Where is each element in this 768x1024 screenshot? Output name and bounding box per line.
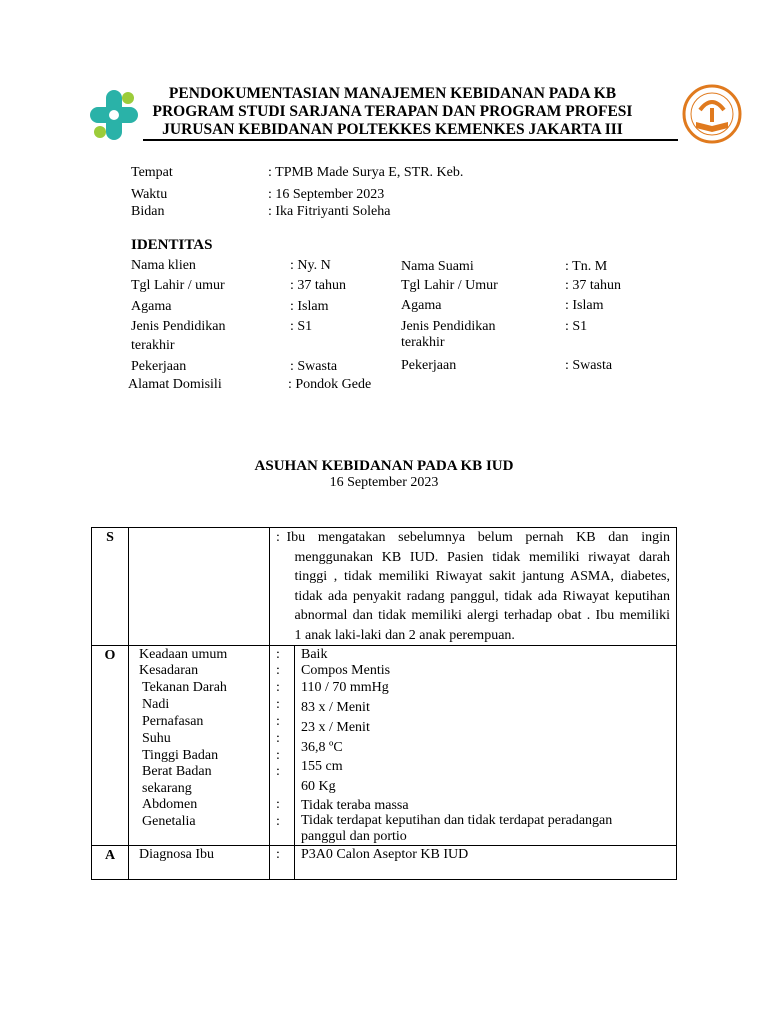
o-value-genetalia-2: panggul dan portio — [301, 829, 407, 844]
o-value-genetalia: Tidak terdapat keputihan dan tidak terdapat peradangan — [301, 813, 613, 828]
poltekkes-logo — [682, 84, 742, 144]
soap-s-text-cell — [286, 528, 677, 646]
o-label-tekanan-darah: Tekanan Darah — [142, 680, 227, 695]
o-value-tinggi-badan: 155 cm — [301, 759, 343, 774]
suami-label-pendidikan: Jenis Pendidikan — [401, 319, 496, 334]
klien-value-pekerjaan: : Swasta — [290, 359, 338, 374]
o-colon: : — [276, 814, 280, 829]
suami-label-tgl-lahir: Tgl Lahir / Umur — [401, 278, 498, 293]
klien-value-nama: : Ny. N — [290, 258, 331, 273]
soap-row-s — [92, 528, 677, 646]
soap-letter-o: O — [92, 646, 129, 846]
o-value-tekanan-darah: 110 / 70 mmHg — [301, 680, 389, 695]
header-line-3: JURUSAN KEBIDANAN POLTEKKES KEMENKES JAKARTA III — [162, 121, 623, 138]
klien-label-pekerjaan: Pekerjaan — [131, 359, 187, 374]
soap-s-line-4: tidak ada penyakit radang panggul, tidak ada Riwayat keputihan — [294, 588, 670, 604]
soap-s-label-cell — [129, 528, 270, 646]
klien-label-agama: Agama — [131, 299, 172, 314]
soap-s-line-1: Ibu mengatakan sebelumnya belum pernah KB dan ingin — [286, 530, 670, 545]
o-value-suhu: 36,8 ºC — [301, 740, 343, 755]
o-value-berat-badan: 60 Kg — [301, 779, 336, 794]
suami-label-pendidikan-2: terakhir — [401, 335, 445, 350]
soap-o-values — [295, 646, 677, 846]
header-line-2: PROGRAM STUDI SARJANA TERAPAN DAN PROGRAM PROFESI — [152, 103, 633, 120]
asuhan-date: 16 September 2023 — [329, 475, 439, 490]
soap-letter-s: S — [92, 528, 129, 646]
klien-label-nama: Nama klien — [131, 258, 196, 273]
soap-s-line-3: tinggi , tidak memiliki Riwayat sakit jantung ASMA, diabetes, — [294, 569, 670, 584]
o-label-berat-badan: Berat Badan — [142, 764, 212, 779]
soap-row-a — [92, 846, 677, 880]
suami-value-nama: : Tn. M — [565, 259, 608, 274]
a-label: Diagnosa Ibu — [129, 846, 270, 880]
suami-label-agama: Agama — [401, 298, 442, 313]
o-value-pernafasan: 23 x / Menit — [301, 720, 370, 735]
o-colon: : — [276, 731, 280, 746]
identitas-title: IDENTITAS — [131, 237, 213, 253]
o-label-tinggi-badan: Tinggi Badan — [142, 748, 219, 763]
o-value-keadaan-umum: Baik — [301, 647, 328, 662]
klien-value-alamat: : Pondok Gede — [288, 377, 372, 392]
header-line-1: PENDOKUMENTASIAN MANAJEMEN KEBIDANAN PADA KB — [168, 85, 617, 102]
o-label-kesadaran: Kesadaran — [139, 663, 199, 678]
o-colon: : — [276, 697, 280, 712]
o-label-nadi: Nadi — [142, 697, 170, 712]
soap-s-colon: : — [276, 530, 280, 545]
o-value-kesadaran: Compos Mentis — [301, 663, 391, 678]
a-colon: : — [270, 846, 295, 880]
soap-s-line-5: abnormal dan tidak memiliki alergi terhadap obat . Ibu memiliki — [294, 608, 670, 623]
soap-s-line-2: menggunakan KB IUD. Pasien tidak memiliki riwayat darah — [294, 549, 670, 565]
o-colon: : — [276, 748, 280, 763]
suami-value-agama: : Islam — [565, 298, 604, 313]
info-value-tempat: : TPMB Made Surya E, STR. Keb. — [268, 165, 464, 180]
info-value-waktu: : 16 September 2023 — [268, 187, 385, 202]
o-value-nadi: 83 x / Menit — [301, 700, 370, 715]
o-colon: : — [276, 764, 280, 779]
o-label-sekarang: sekarang — [142, 781, 192, 796]
info-label-waktu: Waktu — [131, 187, 168, 202]
soap-o-colons — [270, 646, 295, 846]
info-value-bidan: : Ika Fitriyanti Soleha — [268, 204, 391, 219]
klien-value-tgl-lahir: : 37 tahun — [290, 278, 346, 293]
asuhan-title: ASUHAN KEBIDANAN PADA KB IUD — [254, 458, 514, 474]
o-colon: : — [276, 714, 280, 729]
soap-letter-a: A — [92, 846, 129, 880]
o-colon: : — [276, 797, 280, 812]
klien-label-pendidikan: Jenis Pendidikan — [131, 319, 226, 334]
o-label-suhu: Suhu — [142, 731, 171, 746]
info-label-bidan: Bidan — [131, 204, 165, 219]
a-value: P3A0 Calon Aseptor KB IUD — [295, 846, 677, 880]
soap-o-labels — [129, 646, 270, 846]
klien-value-agama: : Islam — [290, 299, 329, 314]
suami-value-pendidikan: : S1 — [565, 319, 588, 334]
klien-label-alamat: Alamat Domisili — [128, 377, 222, 392]
klien-label-pendidikan-2: terakhir — [131, 338, 175, 353]
o-label-keadaan-umum: Keadaan umum — [139, 647, 228, 662]
suami-value-tgl-lahir: : 37 tahun — [565, 278, 621, 293]
klien-value-pendidikan: : S1 — [290, 319, 313, 334]
soap-row-o — [92, 646, 677, 846]
o-label-pernafasan: Pernafasan — [142, 714, 204, 729]
suami-label-pekerjaan: Pekerjaan — [401, 358, 457, 373]
header-divider — [143, 139, 678, 141]
suami-value-pekerjaan: : Swasta — [565, 358, 613, 373]
o-label-abdomen: Abdomen — [142, 797, 198, 812]
klien-label-tgl-lahir: Tgl Lahir / umur — [131, 278, 225, 293]
soap-s-line-6: 1 anak laki-laki dan 2 anak perempuan. — [294, 627, 515, 643]
suami-label-nama: Nama Suami — [401, 259, 474, 274]
soap-table — [91, 527, 677, 880]
info-label-tempat: Tempat — [131, 165, 173, 180]
o-colon: : — [276, 680, 280, 695]
o-label-genetalia: Genetalia — [142, 814, 196, 829]
o-colon: : — [276, 647, 280, 662]
o-value-abdomen: Tidak teraba massa — [301, 798, 409, 813]
o-colon: : — [276, 663, 280, 678]
